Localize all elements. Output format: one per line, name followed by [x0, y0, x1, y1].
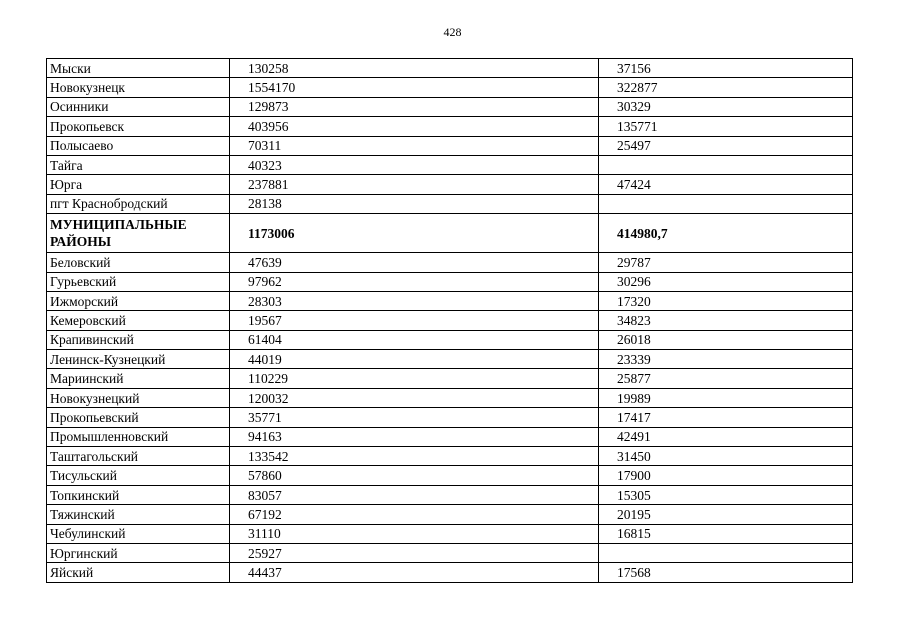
value-col-2: 67192: [230, 505, 599, 524]
value-col-2: 44437: [230, 563, 599, 582]
territory-name: Топкинский: [47, 485, 230, 504]
value-col-3: [599, 155, 853, 174]
territory-name: Промышленновский: [47, 427, 230, 446]
territory-name: Осинники: [47, 97, 230, 116]
table-row: [47, 272, 853, 291]
table-row: [47, 97, 853, 116]
table-row: [47, 388, 853, 407]
value-col-2: 120032: [230, 388, 599, 407]
page-number: 428: [443, 25, 462, 39]
value-col-3: [599, 194, 853, 213]
group-total-row: [47, 214, 853, 253]
group-value-col-3: 414980,7: [599, 214, 853, 253]
value-col-2: 129873: [230, 97, 599, 116]
value-col-3: 37156: [599, 59, 853, 78]
territory-name: Юрга: [47, 175, 230, 194]
value-col-3: 26018: [599, 330, 853, 349]
table-row: [47, 369, 853, 388]
value-col-2: 61404: [230, 330, 599, 349]
territory-name: Прокопьевск: [47, 117, 230, 136]
territory-name: Крапивинский: [47, 330, 230, 349]
table-row: [47, 505, 853, 524]
value-col-3: [599, 543, 853, 562]
table-row: [47, 485, 853, 504]
value-col-3: 16815: [599, 524, 853, 543]
value-col-3: 29787: [599, 253, 853, 272]
value-col-3: 17320: [599, 291, 853, 310]
value-col-3: 23339: [599, 350, 853, 369]
value-col-2: 57860: [230, 466, 599, 485]
value-col-2: 40323: [230, 155, 599, 174]
table-row: [47, 59, 853, 78]
group-value-col-2: 1173006: [230, 214, 599, 253]
table-row: [47, 253, 853, 272]
value-col-2: 28138: [230, 194, 599, 213]
territory-name: Яйский: [47, 563, 230, 582]
table-row: [47, 524, 853, 543]
table-row: [47, 563, 853, 582]
territory-name: пгт Краснобродский: [47, 194, 230, 213]
territory-name: Гурьевский: [47, 272, 230, 291]
table-row: [47, 291, 853, 310]
value-col-3: 17900: [599, 466, 853, 485]
table-row: [47, 543, 853, 562]
value-col-2: 19567: [230, 311, 599, 330]
table-row: [47, 117, 853, 136]
value-col-3: 135771: [599, 117, 853, 136]
value-col-3: 20195: [599, 505, 853, 524]
territory-name: Полысаево: [47, 136, 230, 155]
value-col-2: 97962: [230, 272, 599, 291]
value-col-3: 15305: [599, 485, 853, 504]
group-name: МУНИЦИПАЛЬНЫЕ РАЙОНЫ: [47, 214, 230, 253]
table-row: [47, 350, 853, 369]
table-row: [47, 311, 853, 330]
value-col-2: 31110: [230, 524, 599, 543]
territory-name: Прокопьевский: [47, 408, 230, 427]
value-col-3: 17568: [599, 563, 853, 582]
value-col-3: 19989: [599, 388, 853, 407]
territory-name: Тисульский: [47, 466, 230, 485]
value-col-3: 25877: [599, 369, 853, 388]
value-col-2: 1554170: [230, 78, 599, 97]
value-col-3: 31450: [599, 447, 853, 466]
table-row: [47, 427, 853, 446]
value-col-3: 30329: [599, 97, 853, 116]
data-table: [46, 58, 853, 583]
value-col-2: 35771: [230, 408, 599, 427]
value-col-2: 94163: [230, 427, 599, 446]
table-row: [47, 136, 853, 155]
value-col-3: 47424: [599, 175, 853, 194]
value-col-3: 30296: [599, 272, 853, 291]
territory-name: Новокузнецк: [47, 78, 230, 97]
value-col-2: 130258: [230, 59, 599, 78]
value-col-2: 47639: [230, 253, 599, 272]
value-col-3: 34823: [599, 311, 853, 330]
territory-name: Чебулинский: [47, 524, 230, 543]
territory-name: Ленинск-Кузнецкий: [47, 350, 230, 369]
territory-name: Таштагольский: [47, 447, 230, 466]
value-col-2: 133542: [230, 447, 599, 466]
table-row: [47, 408, 853, 427]
value-col-2: 25927: [230, 543, 599, 562]
table-row: [47, 78, 853, 97]
value-col-2: 70311: [230, 136, 599, 155]
territory-name: Беловский: [47, 253, 230, 272]
territory-name: Мариинский: [47, 369, 230, 388]
territory-name: Тяжинский: [47, 505, 230, 524]
territory-name: Мыски: [47, 59, 230, 78]
table-row: [47, 194, 853, 213]
value-col-2: 28303: [230, 291, 599, 310]
value-col-2: 83057: [230, 485, 599, 504]
table-row: [47, 466, 853, 485]
value-col-2: 237881: [230, 175, 599, 194]
territory-name: Кемеровский: [47, 311, 230, 330]
value-col-2: 110229: [230, 369, 599, 388]
territory-name: Новокузнецкий: [47, 388, 230, 407]
value-col-2: 44019: [230, 350, 599, 369]
territory-name: Юргинский: [47, 543, 230, 562]
territory-name: Тайга: [47, 155, 230, 174]
table-row: [47, 155, 853, 174]
territory-name: Ижморский: [47, 291, 230, 310]
value-col-3: 25497: [599, 136, 853, 155]
table-row: [47, 447, 853, 466]
value-col-3: 322877: [599, 78, 853, 97]
table-row: [47, 330, 853, 349]
table-row: [47, 175, 853, 194]
value-col-3: 42491: [599, 427, 853, 446]
value-col-3: 17417: [599, 408, 853, 427]
value-col-2: 403956: [230, 117, 599, 136]
